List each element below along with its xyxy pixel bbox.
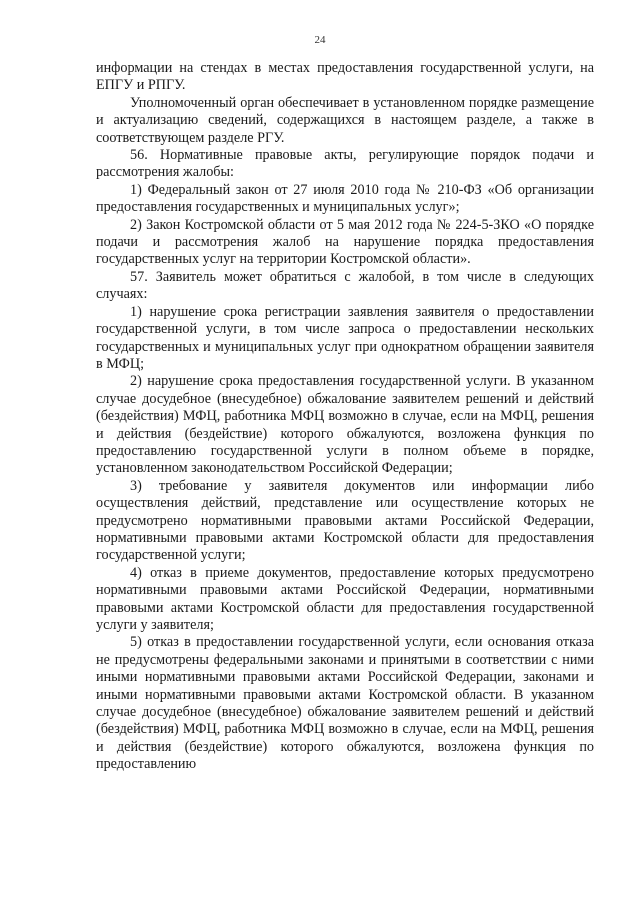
paragraph-57-item-2: 2) нарушение срока предоставления государственной услуги. В указанном случае досудебное (внесудебное) обжалование заявителем решений и действий (бездействия) МФЦ, работника МФЦ возможно в случае, если на МФЦ, решения и действия (бездействие) которого обжалуются, возложена функция по предоставлению государственной услуги в полном объеме в порядке, установленном законодательством Российской Федерации; — [96, 373, 594, 477]
paragraph-continuation: информации на стендах в местах предоставления государственной услуги, на ЕПГУ и РПГУ. — [96, 60, 594, 94]
paragraph-56-item-2: 2) Закон Костромской области от 5 мая 2012 года № 224-5-ЗКО «О порядке подачи и рассмотрения жалоб на нарушение порядка предоставления государственных услуг на территории Костромской области». — [96, 216, 594, 268]
paragraph-57-item-3: 3) требование у заявителя документов или информации либо осуществления действий, представление или осуществление которых не предусмотрено нормативными правовыми актами Российской Федерации, нормативными правовыми актами Костромской области для предоставления государственной услуги; — [96, 477, 594, 564]
paragraph-57-item-1: 1) нарушение срока регистрации заявления заявителя о предоставлении государственной услуги, в том числе запроса о предоставлении нескольких государственных и муниципальных услуг при однократном обращении заявителя в МФЦ; — [96, 303, 594, 372]
paragraph-57-item-5: 5) отказ в предоставлении государственной услуги, если основания отказа не предусмотрены федеральными законами и принятыми в соответствии с ними иными нормативными правовыми актами Российской Федерации, законами и иными нормативными правовыми актами Костромской области. В указанном случае досудебное (внесудебное) обжалование заявителем решений и действий (бездействия) МФЦ, работника МФЦ возможно в случае, если на МФЦ, решения и действия (бездействие) которого обжалуются, возложена функция по предоставлению — [96, 634, 594, 773]
document-body — [96, 60, 594, 774]
page-number: 24 — [314, 34, 326, 46]
paragraph-56-heading: 56. Нормативные правовые акты, регулирующие порядок подачи и рассмотрения жалобы: — [96, 147, 594, 181]
paragraph-56-item-1: 1) Федеральный закон от 27 июля 2010 года № 210-ФЗ «Об организации предоставления государственных и муниципальных услуг»; — [96, 181, 594, 216]
paragraph-57-item-4: 4) отказ в приеме документов, предоставление которых предусмотрено нормативными правовыми актами Российской Федерации, нормативными правовыми актами Костромской области для предоставления государственной услуги у заявителя; — [96, 564, 594, 633]
paragraph-authority-duty: Уполномоченный орган обеспечивает в установленном порядке размещение и актуализацию сведений, содержащихся в настоящем разделе, а также в соответствующем разделе РГУ. — [96, 94, 594, 146]
paragraph-57-heading: 57. Заявитель может обратиться с жалобой, в том числе в следующих случаях: — [96, 268, 594, 303]
